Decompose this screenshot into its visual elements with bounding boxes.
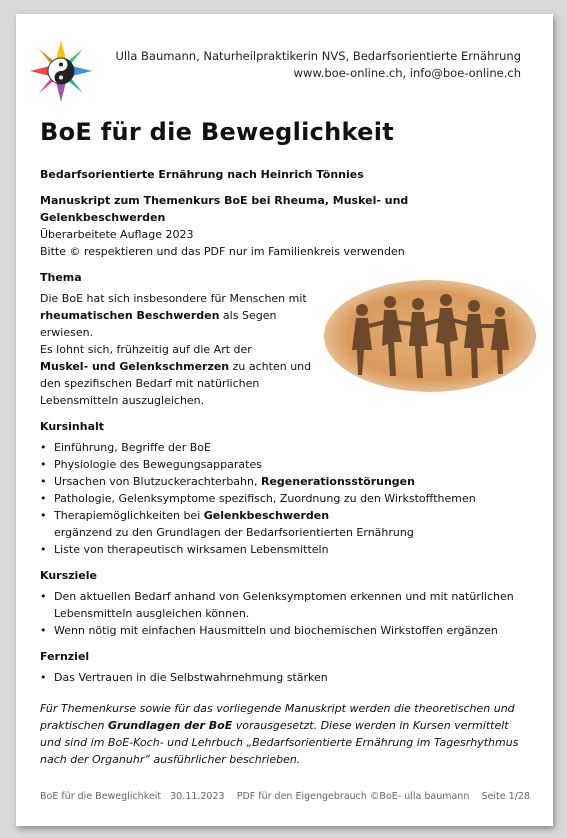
thema-text-span: zu achten und xyxy=(229,360,312,373)
author-header xyxy=(116,48,521,82)
kursinhalt-list xyxy=(40,439,530,558)
thema-text xyxy=(40,290,330,409)
list-item: • Das Vertrauen in die Selbstwahrnehmung stärken xyxy=(40,669,530,686)
thema-text-span: als Segen erwiesen. xyxy=(40,309,277,339)
copyright-line: Bitte © respektieren und das PDF nur im Familienkreis verwenden xyxy=(40,245,405,258)
footer-title-date: BoE für die Beweglichkeit 30.11.2023 xyxy=(40,791,225,802)
list-item: • Physiologie des Bewegungsapparates xyxy=(40,456,530,473)
list-item: • Den aktuellen Bedarf anhand von Gelenksymptomen erkennen und mit natürlichen Lebensmitteln ausgleichen können. xyxy=(40,588,530,622)
page-number: Seite 1/28 xyxy=(481,791,530,802)
manuscript-line: Manuskript zum Themenkurs BoE bei Rheuma, Muskel- und Gelenkbeschwerden xyxy=(40,194,409,224)
thema-bold: rheumatischen Beschwerden xyxy=(40,309,220,322)
note-text: vorausgesetzt. Diese werden in Kursen vermittelt und sind im BoE-Koch- und Lehrbuch „Bedarfsorientierte Ernährung im Tagesrhythmus nach der Organuhr“ ausführlicher beschrieben. xyxy=(40,719,519,766)
footer-usage: PDF für den Eigengebrauch ©BoE- ulla baumann xyxy=(236,791,470,802)
yin-yang-sun-logo xyxy=(28,38,94,104)
section-heading-kursziele: Kursziele xyxy=(40,569,97,582)
list-item: • Liste von therapeutisch wirksamen Lebensmitteln xyxy=(40,541,530,558)
list-item: • Wenn nötig mit einfachen Hausmitteln und biochemischen Wirkstoffen ergänzen xyxy=(40,622,530,639)
dancing-figures-image xyxy=(324,280,536,392)
edition-line: Überarbeitete Auflage 2023 xyxy=(40,228,194,241)
thema-line xyxy=(40,358,330,375)
document-body xyxy=(40,166,530,768)
list-item-text: Ursachen von Blutzuckerachterbahn, xyxy=(54,475,261,488)
thema-line: Die BoE hat sich insbesondere für Menschen mit xyxy=(40,292,307,305)
thema-line: Es lohnt sich, frühzeitig auf die Art der xyxy=(40,343,252,356)
document-page xyxy=(16,14,553,826)
document-title: BoE für die Beweglichkeit xyxy=(40,118,395,146)
prerequisite-note xyxy=(40,700,530,768)
section-heading-kursinhalt: Kursinhalt xyxy=(40,420,105,433)
dancing-figures-illustration xyxy=(324,280,536,392)
list-item-text: ergänzend zu den Grundlagen der Bedarfsorientierten Ernährung xyxy=(54,526,414,539)
thema-line: den spezifischen Bedarf mit natürlichen xyxy=(40,377,260,390)
note-bold: Grundlagen der BoE xyxy=(107,719,233,732)
list-item: • Einführung, Begriffe der BoE xyxy=(40,439,530,456)
manuscript-info xyxy=(40,192,530,260)
thema-line: Lebensmitteln auszugleichen. xyxy=(40,394,205,407)
author-line: Ulla Baumann, Naturheilpraktikerin NVS, Bedarfsorientierte Ernährung xyxy=(115,49,521,63)
list-item-bold: Gelenkbeschwerden xyxy=(203,509,330,522)
list-item-bold: Regenerationsstörungen xyxy=(260,475,415,488)
section-heading-thema: Thema xyxy=(40,271,82,284)
subtitle: Bedarfsorientierte Ernährung nach Heinrich Tönnies xyxy=(40,168,364,181)
contact-line[interactable]: www.boe-online.ch, info@boe-online.ch xyxy=(293,66,521,80)
thema-line xyxy=(40,307,330,341)
list-item xyxy=(40,473,530,490)
note-text: Für Themenkurse sowie für das vorliegende Manuskript werden die theoretischen und praktischen xyxy=(40,702,515,732)
page-footer xyxy=(40,791,530,802)
list-item xyxy=(40,507,530,541)
thema-bold: Muskel- und Gelenkschmerzen xyxy=(40,360,230,373)
list-item: • Pathologie, Gelenksymptome spezifisch, Zuordnung zu den Wirkstoffthemen xyxy=(40,490,530,507)
section-heading-fernziel: Fernziel xyxy=(40,650,90,663)
kursziele-list xyxy=(40,588,530,639)
fernziel-list xyxy=(40,669,530,686)
list-item-text: Therapiemöglichkeiten bei xyxy=(54,509,204,522)
